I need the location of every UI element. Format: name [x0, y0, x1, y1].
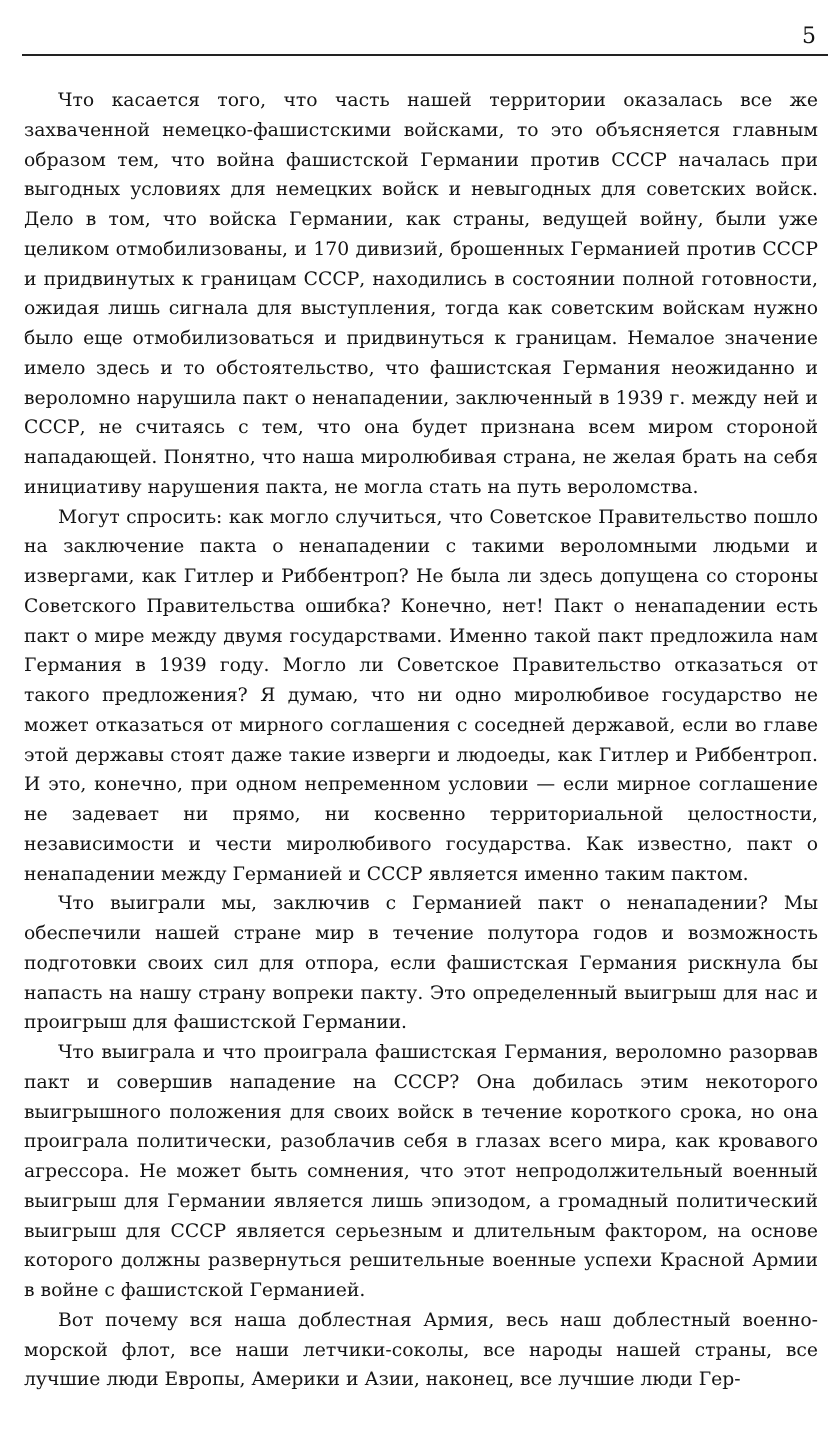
- header-rule: [22, 54, 828, 56]
- paragraph: Вот почему вся наша доблестная Армия, весь наш доблестный военно-морской флот, все наши летчики-соколы, все народы нашей страны, все лучшие люди Европы, Америки и Азии, наконец, все лучшие люди Гер-: [24, 1309, 818, 1391]
- body-text: [24, 86, 818, 1395]
- paragraph: Могут спросить: как могло случиться, что Советское Правительство пошло на заключение пакта о ненападении с такими вероломными людьми и извергами, как Гитлер и Риббентроп? Не была ли здесь допущена со стороны Советского Правительства ошибка? Конечно, нет! Пакт о ненападении есть пакт о мире между двумя государствами. Именно такой пакт предложила нам Германия в 1939 году. Могло ли Советское Правительство отказаться от такого предложения? Я думаю, что ни одно миролюбивое государство не может отказаться от мирного соглашения с соседней державой, если во главе этой державы стоят даже такие изверги и людоеды, как Гитлер и Риббентроп. И это, конечно, при одном непременном условии — если мирное соглашение не задевает ни прямо, ни косвенно территориальной целостности, независимости и чести миролюбивого государства. Как известно, пакт о ненападении между Германией и СССР является именно таким пактом.: [24, 506, 818, 885]
- page-number: 5: [802, 24, 816, 49]
- paragraph: Что выиграли мы, заключив с Германией пакт о ненападении? Мы обеспечили нашей стране мир в течение полутора годов и возможность подготовки своих сил для отпора, если фашистская Германия рискнула бы напасть на нашу страну вопреки пакту. Это определенный выигрыш для нас и проигрыш для фашистской Германии.: [24, 893, 818, 1034]
- paragraph: Что выиграла и что проиграла фашистская Германия, вероломно разорвав пакт и совершив нападение на СССР? Она добилась этим некоторого выигрышного положения для своих войск в течение короткого срока, но она проиграла политически, разоблачив себя в глазах всего мира, как кровавого агрессора. Не может быть сомнения, что этот непродолжительный военный выигрыш для Германии является лишь эпизодом, а громадный политический выигрыш для СССР является серьезным и длительным фактором, на основе которого должны развернуться решительные военные успехи Красной Армии в войне с фашистской Германией.: [24, 1042, 818, 1301]
- paragraph: Что касается того, что часть нашей территории оказалась все же захваченной немецко-фашистскими войсками, то это объясняется главным образом тем, что война фашистской Германии против СССР началась при выгодных условиях для немецких войск и невыгодных для советских войск. Дело в том, что войска Германии, как страны, ведущей войну, были уже целиком отмобилизованы, и 170 дивизий, брошенных Германией против СССР и придвинутых к границам СССР, находились в состоянии полной готовности, ожидая лишь сигнала для выступления, тогда как советским войскам нужно было еще отмобилизоваться и придвинуться к границам. Немалое значение имело здесь и то обстоятельство, что фашистская Германия неожиданно и вероломно нарушила пакт о ненападении, заключенный в 1939 г. между ней и СССР, не считаясь с тем, что она будет признана всем миром стороной нападающей. Понятно, что наша миролюбивая страна, не желая брать на себя инициативу нарушения пакта, не могла стать на путь вероломства.: [24, 90, 818, 498]
